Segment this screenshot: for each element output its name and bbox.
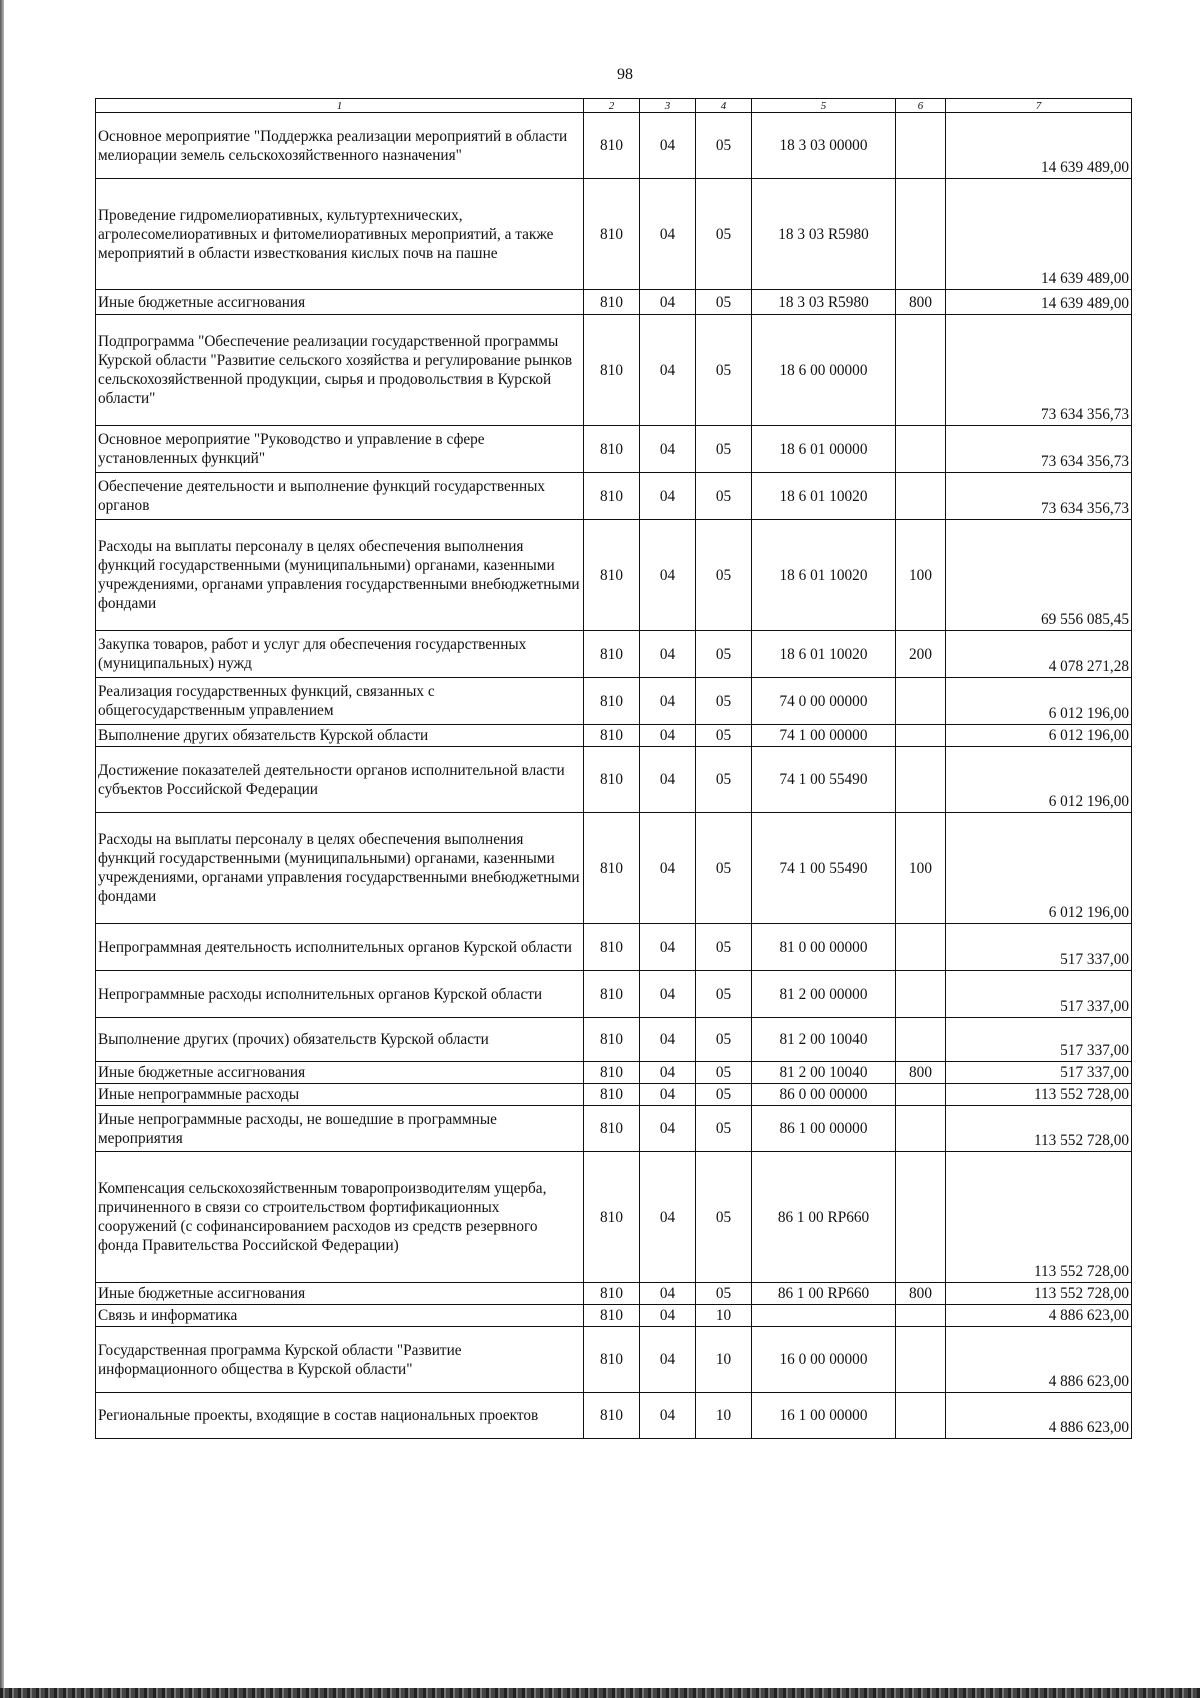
row-subsection: 05 [696,520,752,631]
table-row [96,1106,1132,1152]
row-subsection: 10 [696,1327,752,1393]
row-amount: 14 639 489,00 [946,179,1132,290]
row-code: 810 [584,113,640,179]
row-expense-type [896,1305,946,1327]
row-subsection: 05 [696,473,752,520]
row-code: 810 [584,1062,640,1084]
table-row [96,290,1132,315]
row-target-article: 18 6 01 00000 [752,426,896,473]
row-code: 810 [584,179,640,290]
row-name: Иные бюджетные ассигнования [96,290,584,315]
table-row [96,1062,1132,1084]
row-name: Иные бюджетные ассигнования [96,1062,584,1084]
row-amount: 4 886 623,00 [946,1393,1132,1439]
row-section: 04 [640,747,696,813]
row-amount: 6 012 196,00 [946,813,1132,924]
table-row [96,1305,1132,1327]
row-amount: 73 634 356,73 [946,315,1132,426]
row-amount: 113 552 728,00 [946,1152,1132,1283]
row-expense-type [896,1084,946,1106]
row-section: 04 [640,290,696,315]
row-code: 810 [584,813,640,924]
row-subsection: 05 [696,113,752,179]
row-amount: 113 552 728,00 [946,1106,1132,1152]
row-subsection: 05 [696,971,752,1018]
row-section: 04 [640,1062,696,1084]
table-row [96,631,1132,678]
table-row [96,1018,1132,1062]
row-name: Связь и информатика [96,1305,584,1327]
row-subsection: 05 [696,1062,752,1084]
row-subsection: 05 [696,924,752,971]
row-amount: 113 552 728,00 [946,1084,1132,1106]
table-row [96,1327,1132,1393]
row-expense-type: 800 [896,290,946,315]
row-code: 810 [584,924,640,971]
row-expense-type [896,426,946,473]
row-name: Расходы на выплаты персоналу в целях обеспечения выполнения функций государственными (муниципальными) органами, казенными учреждениями, органами управления государственными внебюджетными фондами [96,520,584,631]
row-target-article: 18 3 03 R5980 [752,290,896,315]
row-expense-type [896,1152,946,1283]
row-target-article: 86 1 00 00000 [752,1106,896,1152]
row-section: 04 [640,1018,696,1062]
row-expense-type [896,1393,946,1439]
table-row [96,813,1132,924]
table-row [96,315,1132,426]
row-section: 04 [640,520,696,631]
row-section: 04 [640,1106,696,1152]
row-expense-type: 100 [896,520,946,631]
row-section: 04 [640,1327,696,1393]
row-code: 810 [584,315,640,426]
row-name: Выполнение других (прочих) обязательств Курской области [96,1018,584,1062]
row-subsection: 05 [696,678,752,725]
row-expense-type: 800 [896,1062,946,1084]
row-amount: 6 012 196,00 [946,725,1132,747]
column-number: 7 [946,99,1132,113]
row-section: 04 [640,426,696,473]
table-row [96,179,1132,290]
table-row [96,1084,1132,1106]
table-row [96,1283,1132,1305]
scan-edge-left [0,0,4,1698]
row-section: 04 [640,1393,696,1439]
row-name: Основное мероприятие "Руководство и управление в сфере установленных функций" [96,426,584,473]
row-name: Иные бюджетные ассигнования [96,1283,584,1305]
row-expense-type [896,315,946,426]
row-section: 04 [640,473,696,520]
row-code: 810 [584,631,640,678]
row-section: 04 [640,678,696,725]
table-row [96,971,1132,1018]
row-code: 810 [584,1283,640,1305]
row-name: Закупка товаров, работ и услуг для обеспечения государственных (муниципальных) нужд [96,631,584,678]
row-subsection: 05 [696,315,752,426]
row-name: Основное мероприятие "Поддержка реализации мероприятий в области мелиорации земель сельскохозяйственного назначения" [96,113,584,179]
row-code: 810 [584,1106,640,1152]
row-target-article: 16 0 00 00000 [752,1327,896,1393]
table-row [96,426,1132,473]
row-name: Реализация государственных функций, связанных с общегосударственным управлением [96,678,584,725]
row-section: 04 [640,1152,696,1283]
row-section: 04 [640,1305,696,1327]
page-number: 98 [617,66,633,83]
row-expense-type [896,179,946,290]
row-name: Достижение показателей деятельности органов исполнительной власти субъектов Российской Федерации [96,747,584,813]
scan-edge-bottom [0,1688,1200,1698]
row-expense-type [896,971,946,1018]
row-code: 810 [584,1084,640,1106]
row-subsection: 10 [696,1305,752,1327]
row-subsection: 05 [696,725,752,747]
row-amount: 14 639 489,00 [946,290,1132,315]
row-amount: 113 552 728,00 [946,1283,1132,1305]
row-target-article: 18 6 01 10020 [752,631,896,678]
row-subsection: 05 [696,1018,752,1062]
row-subsection: 05 [696,813,752,924]
row-section: 04 [640,631,696,678]
row-target-article: 81 0 00 00000 [752,924,896,971]
row-subsection: 05 [696,631,752,678]
table-row [96,678,1132,725]
row-expense-type: 100 [896,813,946,924]
row-code: 810 [584,290,640,315]
row-name: Подпрограмма "Обеспечение реализации государственной программы Курской области "Развитие сельского хозяйства и регулирование рынков сельскохозяйственной продукции, сырья и продовольствия в Курской области" [96,315,584,426]
row-code: 810 [584,1305,640,1327]
row-section: 04 [640,315,696,426]
row-target-article: 81 2 00 10040 [752,1062,896,1084]
row-name: Расходы на выплаты персоналу в целях обеспечения выполнения функций государственными (муниципальными) органами, казенными учреждениями, органами управления государственными внебюджетными фондами [96,813,584,924]
table-row [96,924,1132,971]
row-subsection: 05 [696,747,752,813]
row-amount: 6 012 196,00 [946,678,1132,725]
row-target-article: 81 2 00 10040 [752,1018,896,1062]
row-name: Проведение гидромелиоративных, культуртехнических, агролесомелиоративных и фитомелиоративных мероприятий, а также мероприятий в области известкования кислых почв на пашне [96,179,584,290]
row-expense-type: 200 [896,631,946,678]
row-amount: 6 012 196,00 [946,747,1132,813]
row-code: 810 [584,1018,640,1062]
row-target-article: 86 1 00 RP660 [752,1152,896,1283]
row-amount: 4 078 271,28 [946,631,1132,678]
row-name: Иные непрограммные расходы, не вошедшие в программные мероприятия [96,1106,584,1152]
row-amount: 517 337,00 [946,1018,1132,1062]
row-section: 04 [640,924,696,971]
row-amount: 4 886 623,00 [946,1327,1132,1393]
row-name: Обеспечение деятельности и выполнение функций государственных органов [96,473,584,520]
row-name: Выполнение других обязательств Курской области [96,725,584,747]
row-code: 810 [584,747,640,813]
row-subsection: 05 [696,426,752,473]
row-amount: 517 337,00 [946,971,1132,1018]
row-expense-type [896,473,946,520]
row-expense-type [896,1327,946,1393]
row-code: 810 [584,520,640,631]
row-amount: 14 639 489,00 [946,113,1132,179]
row-code: 810 [584,1393,640,1439]
row-target-article: 86 1 00 RP660 [752,1283,896,1305]
row-subsection: 05 [696,1084,752,1106]
row-section: 04 [640,725,696,747]
column-number: 2 [584,99,640,113]
row-expense-type [896,924,946,971]
row-expense-type [896,747,946,813]
column-number: 6 [896,99,946,113]
column-number: 3 [640,99,696,113]
row-amount: 517 337,00 [946,1062,1132,1084]
row-section: 04 [640,971,696,1018]
row-target-article: 74 1 00 00000 [752,725,896,747]
row-section: 04 [640,1283,696,1305]
row-subsection: 05 [696,1152,752,1283]
row-expense-type [896,678,946,725]
row-expense-type: 800 [896,1283,946,1305]
row-section: 04 [640,179,696,290]
table-row [96,725,1132,747]
column-number: 4 [696,99,752,113]
row-name: Иные непрограммные расходы [96,1084,584,1106]
row-name: Региональные проекты, входящие в состав национальных проектов [96,1393,584,1439]
row-expense-type [896,1106,946,1152]
row-expense-type [896,725,946,747]
row-amount: 69 556 085,45 [946,520,1132,631]
row-target-article: 86 0 00 00000 [752,1084,896,1106]
row-target-article: 18 6 01 10020 [752,473,896,520]
table-row [96,473,1132,520]
row-section: 04 [640,113,696,179]
row-target-article: 74 1 00 55490 [752,813,896,924]
table-row [96,520,1132,631]
table-row [96,1393,1132,1439]
row-target-article [752,1305,896,1327]
column-number: 5 [752,99,896,113]
table-row [96,113,1132,179]
column-number: 1 [96,99,584,113]
row-target-article: 18 6 01 10020 [752,520,896,631]
row-target-article: 16 1 00 00000 [752,1393,896,1439]
row-name: Непрограммная деятельность исполнительных органов Курской области [96,924,584,971]
row-subsection: 05 [696,1106,752,1152]
row-code: 810 [584,1152,640,1283]
row-target-article: 18 6 00 00000 [752,315,896,426]
row-expense-type [896,1018,946,1062]
row-target-article: 74 1 00 55490 [752,747,896,813]
row-expense-type [896,113,946,179]
row-name: Государственная программа Курской области "Развитие информационного общества в Курской области" [96,1327,584,1393]
row-amount: 73 634 356,73 [946,426,1132,473]
column-number-row [96,99,1132,113]
row-subsection: 05 [696,1283,752,1305]
row-code: 810 [584,426,640,473]
row-subsection: 05 [696,290,752,315]
row-name: Компенсация сельскохозяйственным товаропроизводителям ущерба, причиненного в связи со строительством фортификационных сооружений (с софинансированием расходов из средств резервного фонда Правительства Российской Федерации) [96,1152,584,1283]
row-code: 810 [584,678,640,725]
row-name: Непрограммные расходы исполнительных органов Курской области [96,971,584,1018]
table-row [96,1152,1132,1283]
budget-table [95,98,1132,1439]
row-subsection: 10 [696,1393,752,1439]
row-amount: 517 337,00 [946,924,1132,971]
row-target-article: 74 0 00 00000 [752,678,896,725]
row-section: 04 [640,1084,696,1106]
row-code: 810 [584,1327,640,1393]
row-code: 810 [584,725,640,747]
table-row [96,747,1132,813]
row-code: 810 [584,971,640,1018]
row-target-article: 18 3 03 00000 [752,113,896,179]
row-code: 810 [584,473,640,520]
row-target-article: 18 3 03 R5980 [752,179,896,290]
row-subsection: 05 [696,179,752,290]
row-target-article: 81 2 00 00000 [752,971,896,1018]
row-amount: 73 634 356,73 [946,473,1132,520]
row-amount: 4 886 623,00 [946,1305,1132,1327]
row-section: 04 [640,813,696,924]
